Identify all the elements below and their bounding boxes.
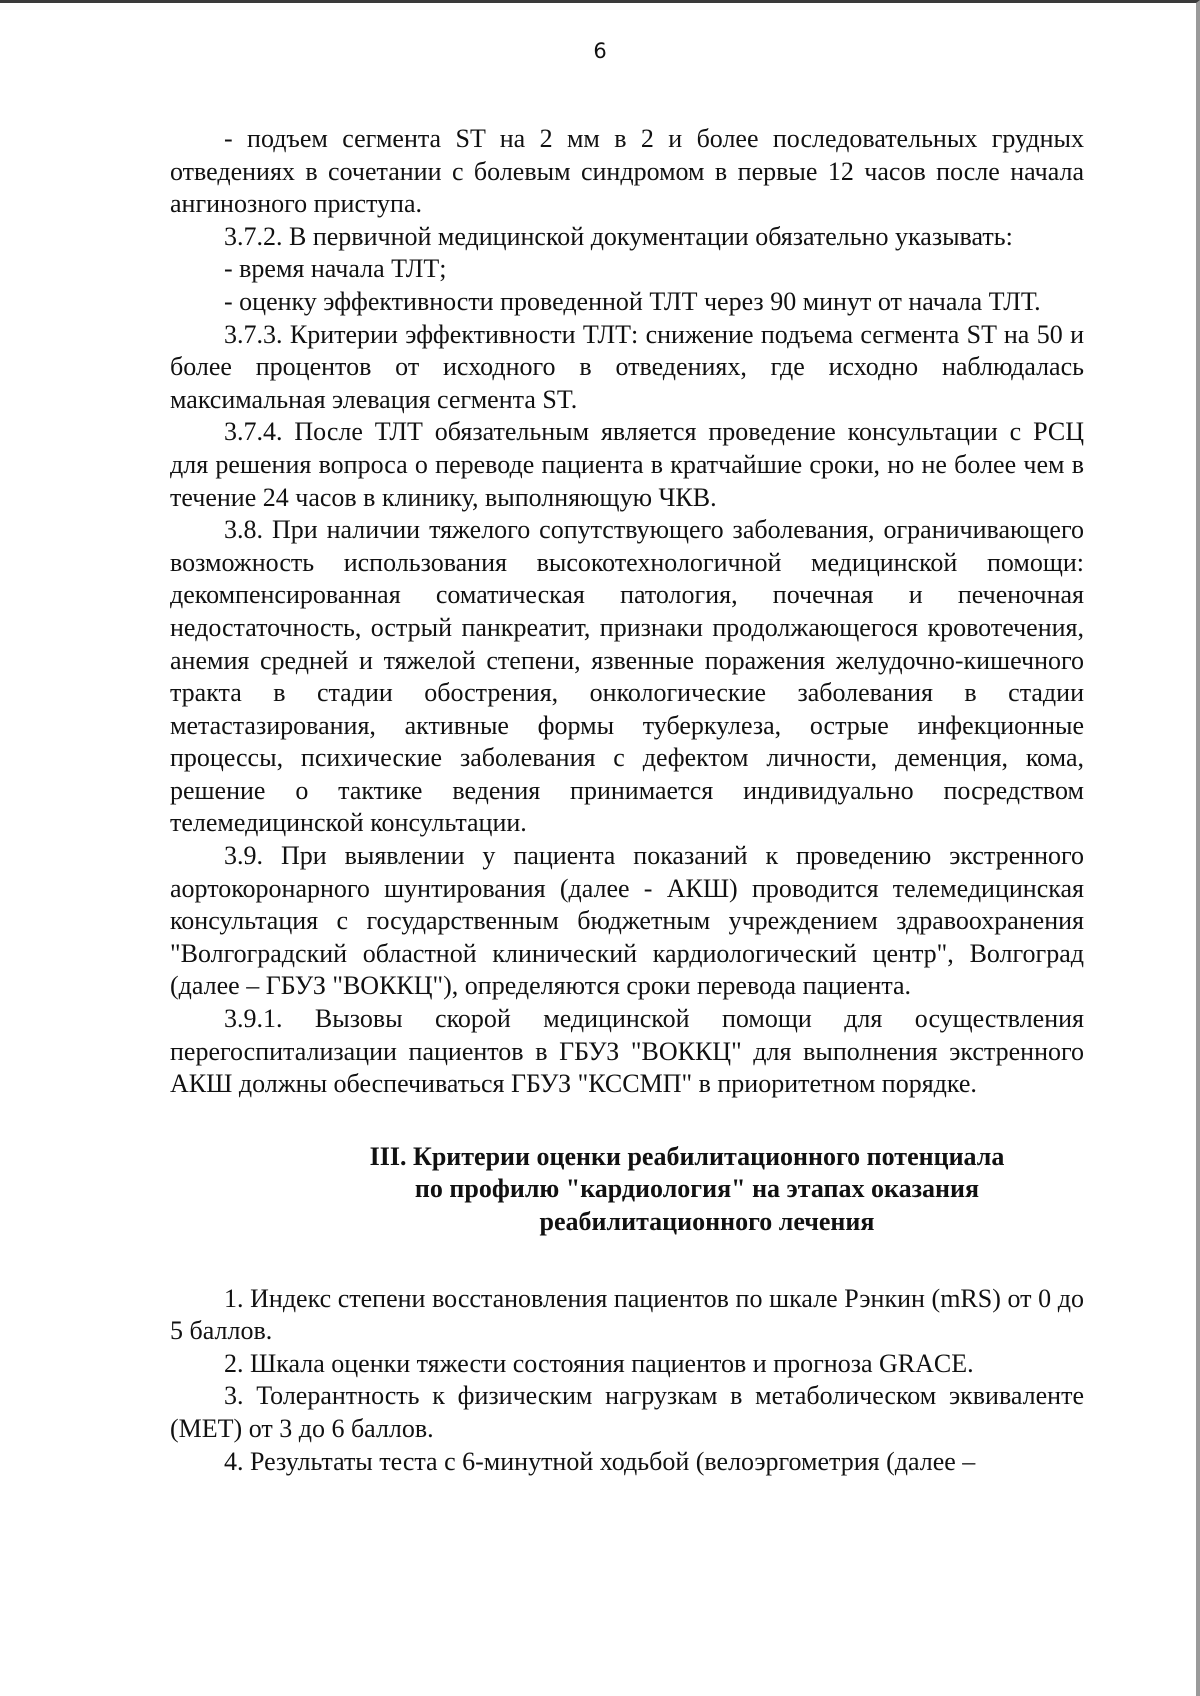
- paragraph-tlt-efficiency-assessment: - оценку эффективности проведенной ТЛТ через 90 минут от начала ТЛТ.: [224, 286, 1041, 316]
- paragraph-3-8: 3.8. При наличии тяжелого сопутствующего заболевания, ограничивающего возможность использования высокотехнологичной медицинской помощи: декомпенсированная соматическая патология, почечная и печеночная недостаточность, острый панкреатит, признаки продолжающегося кровотечения, анемия средней и тяжелой степени, язвенные поражения желудочно-кишечного тракта в стадии обострения, онкологические заболевания в стадии метастазирования, активные формы туберкулеза, острые инфекционные процессы, психические заболевания с дефектом личности, деменция, кома, решение о тактике ведения принимается индивидуально посредством телемедицинской консультации.: [170, 515, 1084, 838]
- paragraph-3-7-3: 3.7.3. Критерии эффективности ТЛТ: снижение подъема сегмента ST на 50 и более процентов от исходного в отведениях, где исходно наблюдалась максимальная элевация сегмента ST.: [170, 319, 1084, 414]
- paragraph-criterion-1: 1. Индекс степени восстановления пациентов по шкале Рэнкин (mRS) от 0 до 5 баллов.: [170, 1283, 1084, 1346]
- section-heading-line-2: по профилю "кардиология" на этапах оказания: [414, 1174, 980, 1204]
- document-body: [170, 123, 1084, 1478]
- section-heading-line-1: III. Критерии оценки реабилитационного потенциала: [369, 1141, 1005, 1171]
- paragraph-criterion-4: 4. Результаты теста с 6-минутной ходьбой (велоэргометрия (далее –: [224, 1446, 976, 1476]
- paragraph-3-9: 3.9. При выявлении у пациента показаний к проведению экстренного аортокоронарного шунтирования (далее - АКШ) проводится телемедицинская консультация с государственным бюджетным учреждением здравоохранения "Волгоградский областной клинический кардиологический центр", Волгоград (далее – ГБУЗ "ВОККЦ"), определяются сроки перевода пациента.: [170, 841, 1084, 1001]
- section-heading: [170, 1141, 1084, 1239]
- section-heading-line-3: реабилитационного лечения: [539, 1207, 875, 1236]
- paragraph-3-9-1: 3.9.1. Вызовы скорой медицинской помощи для осуществления перегоспитализации пациентов в ГБУЗ "ВОККЦ" для выполнения экстренного АКШ должны обеспечиваться ГБУЗ "КССМП" в приоритетном порядке.: [170, 1004, 1084, 1099]
- paragraph-3-7-2: 3.7.2. В первичной медицинской документации обязательно указывать:: [224, 221, 1013, 251]
- paragraph-3-7-4: 3.7.4. После ТЛТ обязательным является проведение консультации с РСЦ для решения вопроса о переводе пациента в кратчайшие сроки, но не более чем в течение 24 часов в клинику, выполняющую ЧКВ.: [170, 417, 1084, 512]
- paragraph-criterion-2: 2. Шкала оценки тяжести состояния пациентов и прогноза GRACE.: [224, 1348, 974, 1378]
- page-number: 6: [593, 39, 607, 63]
- paragraph-criterion-3: 3. Толерантность к физическим нагрузкам в метаболическом эквиваленте (МЕТ) от 3 до 6 баллов.: [170, 1381, 1084, 1443]
- paragraph-st-elevation: - подъем сегмента ST на 2 мм в 2 и более последовательных грудных отведениях в сочетании с болевым синдромом в первые 12 часов после начала ангинозного приступа.: [170, 124, 1084, 219]
- paragraph-tlt-start-time: - время начала ТЛТ;: [224, 254, 447, 284]
